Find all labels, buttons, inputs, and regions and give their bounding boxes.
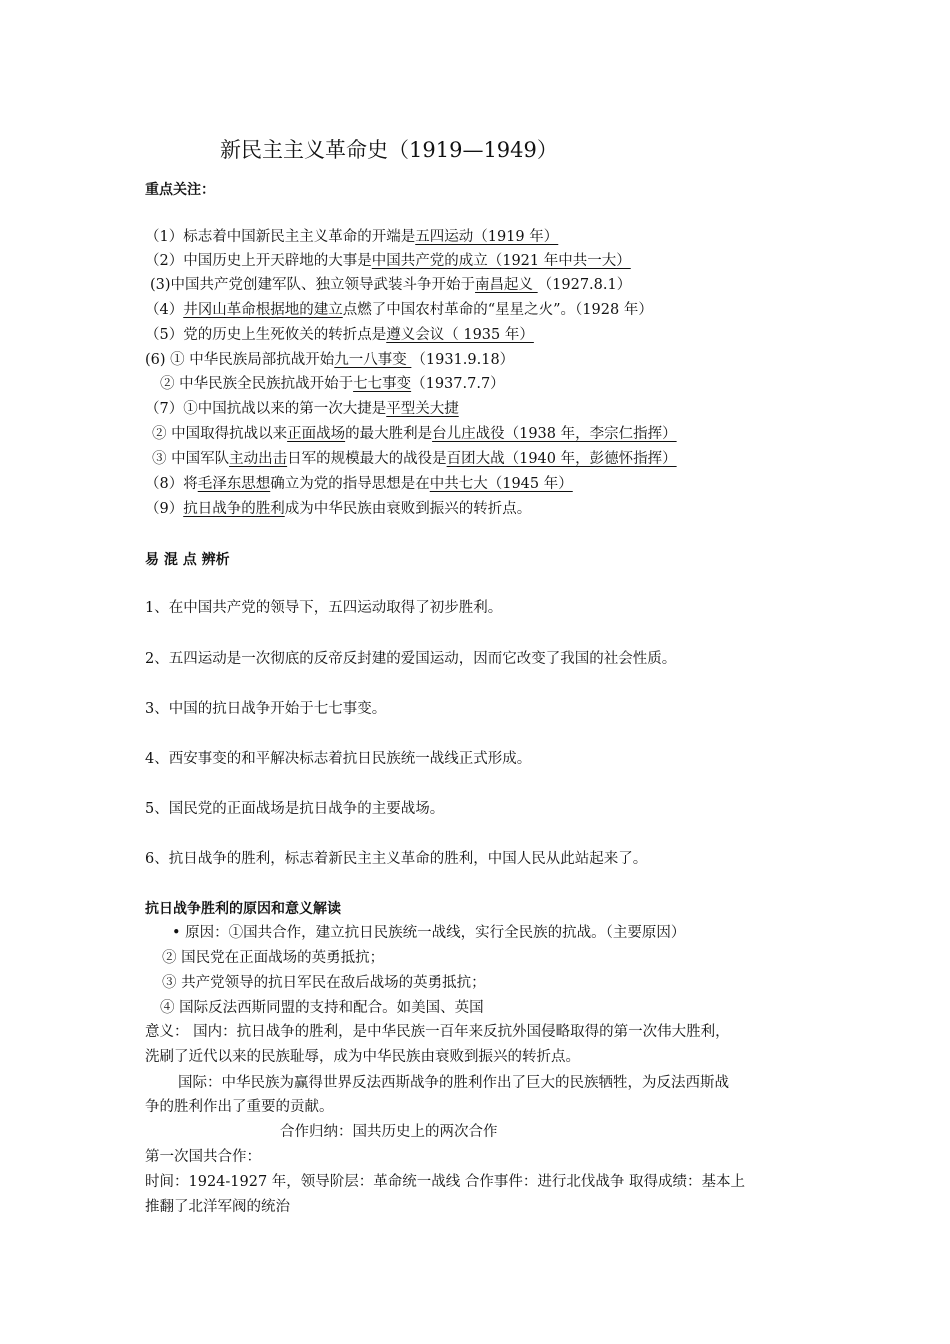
key-point-text: ② 中国取得抗战以来 <box>152 426 288 442</box>
victory-reason: • 原因：①国共合作，建立抗日民族统一战线，实行全民族的抗战。（主要原因） <box>172 925 686 941</box>
key-point-answer: 抗日战争的胜利 <box>183 501 285 517</box>
key-point-3 <box>150 275 631 295</box>
key-point-answer: 台儿庄战役（1938 年，李宗仁指挥） <box>432 426 677 442</box>
key-point-9 <box>145 499 531 519</box>
key-point-answer: 七七事变 <box>353 376 412 392</box>
first-cooperation-line: 推翻了北洋军阀的统治 <box>145 1199 290 1215</box>
key-point-number: （4） <box>145 302 184 318</box>
significance-line: 国际：中华民族为赢得世界反法西斯战争的胜利作出了巨大的民族牺牲，为反法西斯战 <box>178 1075 729 1091</box>
key-point-answer: 百团大战（1940 年，彭德怀指挥） <box>446 451 677 467</box>
key-point-answer: 遵义会议（ 1935 年） <box>386 327 534 343</box>
key-points-heading: 重点关注： <box>145 182 215 198</box>
key-point-text: (6) ① 中华民族局部抗战开始 <box>145 352 335 368</box>
significance-line: 洗刷了近代以来的民族耻辱，成为中华民族由衰败到振兴的转折点。 <box>145 1049 580 1065</box>
key-point-answer: 毛泽东思想 <box>197 476 271 492</box>
key-point-8 <box>145 474 573 494</box>
key-point-answer: 主动出击 <box>229 451 288 467</box>
key-point-text: 的最大胜利是 <box>345 426 433 442</box>
key-point-text: 确立为党的指导思想是在 <box>270 476 430 492</box>
key-point-answer: 正面战场 <box>287 426 346 442</box>
confusion-item: 5、国民党的正面战场是抗日战争的主要战场。 <box>145 801 445 817</box>
key-point-2 <box>145 251 631 271</box>
key-point-answer: 中共七大（1945 年） <box>429 476 573 492</box>
significance-line: 意义： 国内：抗日战争的胜利，是中华民族一百年来反抗外国侵略取得的第一次伟大胜利， <box>145 1024 730 1040</box>
key-point-6-1 <box>145 350 514 370</box>
key-point-text: （8）将 <box>145 476 198 492</box>
confusion-item: 1、在中国共产党的领导下，五四运动取得了初步胜利。 <box>145 600 503 616</box>
victory-reason: ③ 共产党领导的抗日军民在敌后战场的英勇抵抗； <box>162 975 486 991</box>
first-cooperation-line: 时间：1924-1927 年，领导阶层：革命统一战线 合作事件：进行北伐战争 取得成绩：基本上 <box>145 1174 746 1190</box>
key-point-text: 日军的规模最大的战役是 <box>287 451 447 467</box>
key-point-1 <box>145 227 558 247</box>
key-point-7-3 <box>152 449 677 469</box>
victory-reason: ② 国民党在正面战场的英勇抵抗； <box>162 950 385 966</box>
key-point-date: （1927.8.1） <box>537 277 632 293</box>
key-point-7-1 <box>145 399 459 419</box>
key-point-6-2 <box>160 374 505 394</box>
key-point-answer: 九一八事变 <box>334 352 412 368</box>
cooperation-heading: 合作归纳：国共历史上的两次合作 <box>280 1124 498 1140</box>
key-point-answer: 井冈山革命根据地的建立 <box>183 302 343 318</box>
victory-heading: 抗日战争胜利的原因和意义解读 <box>145 901 341 917</box>
key-point-5 <box>145 325 534 345</box>
key-point-4 <box>145 300 653 320</box>
key-point-text: （1）标志着中国新民主主义革命的开端是 <box>145 229 416 245</box>
key-point-7-2 <box>152 424 677 444</box>
key-point-text: 点燃了中国农村革命的“星星之火”。（1928 年） <box>342 302 653 318</box>
key-point-answer: 中国共产党的成立（1921 年中共一大） <box>371 253 631 269</box>
confusion-item: 3、中国的抗日战争开始于七七事变。 <box>145 701 387 717</box>
key-point-number: （9） <box>145 501 184 517</box>
page-title: 新民主主义革命史（1919—1949） <box>220 138 558 162</box>
victory-reason: ④ 国际反法西斯同盟的支持和配合。如美国、英国 <box>160 1000 484 1016</box>
key-point-text: (3)中国共产党创建军队、独立领导武装斗争开始于 <box>150 277 476 293</box>
key-point-date: （1931.9.18） <box>411 352 515 368</box>
confusion-heading: 易 混 点 辨析 <box>145 552 230 568</box>
key-point-answer: 五四运动（1919 年） <box>415 229 559 245</box>
key-point-text: ② 中华民族全民族抗战开始于 <box>160 376 354 392</box>
key-point-text: （2）中国历史上开天辟地的大事是 <box>145 253 372 269</box>
key-point-date: （1937.7.7） <box>411 376 505 392</box>
key-point-text: （5）党的历史上生死攸关的转折点是 <box>145 327 387 343</box>
first-cooperation-label: 第一次国共合作： <box>145 1149 261 1165</box>
confusion-item: 2、五四运动是一次彻底的反帝反封建的爱国运动，因而它改变了我国的社会性质。 <box>145 651 677 667</box>
significance-line: 争的胜利作出了重要的贡献。 <box>145 1099 334 1115</box>
key-point-text: （7）①中国抗战以来的第一次大捷是 <box>145 401 387 417</box>
key-point-answer: 平型关大捷 <box>386 401 459 417</box>
key-point-answer: 南昌起义 <box>475 277 538 293</box>
confusion-item: 4、西安事变的和平解决标志着抗日民族统一战线正式形成。 <box>145 751 532 767</box>
confusion-item: 6、抗日战争的胜利，标志着新民主主义革命的胜利，中国人民从此站起来了。 <box>145 851 648 867</box>
key-point-text: ③ 中国军队 <box>152 451 230 467</box>
key-point-text: 成为中华民族由衰败到振兴的转折点。 <box>284 501 532 517</box>
